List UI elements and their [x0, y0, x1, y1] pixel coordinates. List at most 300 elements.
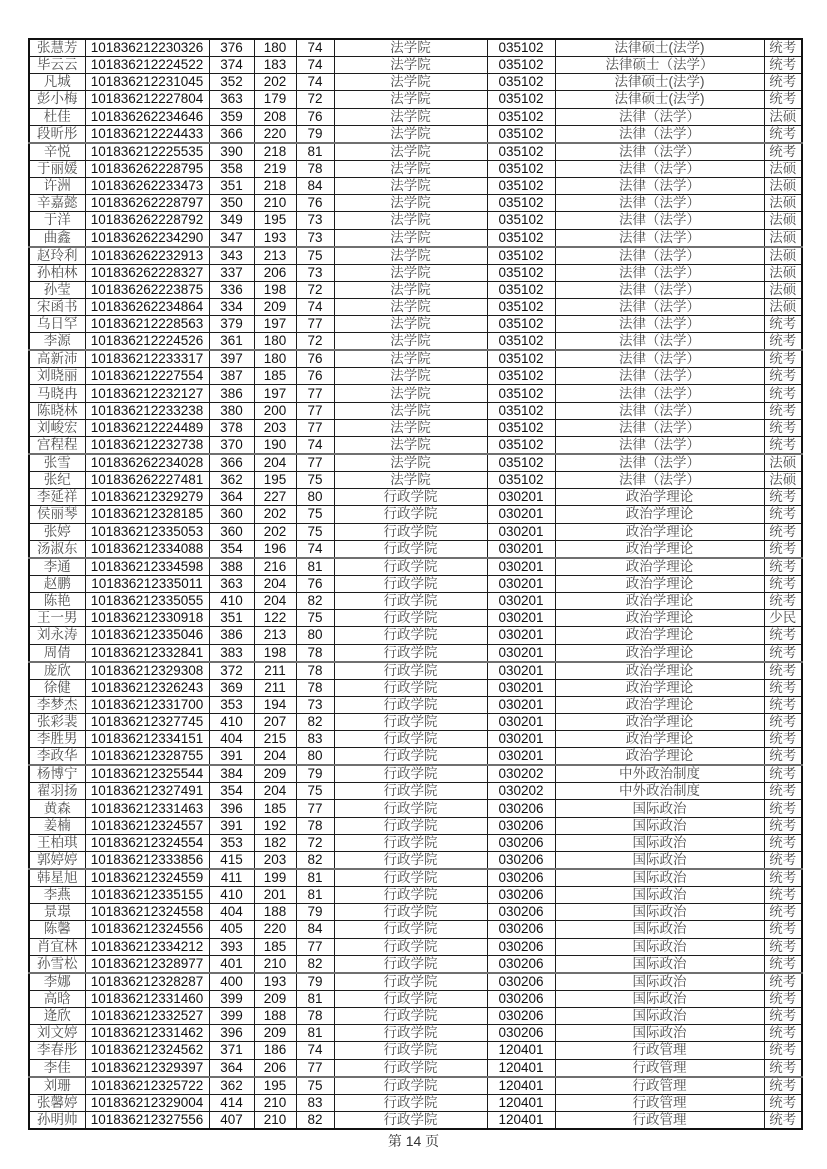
table-row	[29, 281, 802, 298]
cell-major-name: 法律（法学）	[555, 229, 764, 247]
cell-name: 张彩裴	[29, 713, 85, 730]
cell-score-3: 73	[296, 696, 334, 713]
cell-category: 统考	[764, 852, 802, 870]
table-row	[29, 57, 802, 74]
cell-score-2: 195	[254, 472, 296, 489]
cell-major-code: 120401	[487, 1094, 555, 1111]
cell-major-code: 030201	[487, 731, 555, 748]
cell-college: 行政学院	[334, 731, 487, 748]
cell-score-1: 352	[209, 74, 254, 91]
cell-candidate-no: 101836212335011	[85, 575, 209, 592]
cell-major-code: 030202	[487, 783, 555, 800]
cell-candidate-no: 101836262228797	[85, 195, 209, 212]
cell-score-2: 204	[254, 575, 296, 592]
cell-college: 法学院	[334, 195, 487, 212]
cell-college: 法学院	[334, 264, 487, 281]
cell-score-2: 206	[254, 264, 296, 281]
table-row	[29, 247, 802, 265]
cell-score-1: 415	[209, 852, 254, 870]
cell-college: 法学院	[334, 472, 487, 489]
cell-major-name: 法律（法学）	[555, 454, 764, 472]
cell-score-3: 75	[296, 506, 334, 523]
table-row	[29, 316, 802, 333]
table-row	[29, 74, 802, 91]
cell-category: 统考	[764, 368, 802, 385]
cell-college: 法学院	[334, 160, 487, 177]
cell-college: 法学院	[334, 437, 487, 455]
cell-score-1: 366	[209, 125, 254, 143]
cell-score-3: 77	[296, 316, 334, 333]
cell-major-name: 法律（法学）	[555, 419, 764, 436]
table-row	[29, 333, 802, 351]
cell-name: 黄森	[29, 800, 85, 817]
cell-score-3: 77	[296, 385, 334, 402]
cell-score-1: 370	[209, 437, 254, 455]
cell-score-1: 407	[209, 1111, 254, 1129]
cell-category: 统考	[764, 765, 802, 783]
cell-major-code: 035102	[487, 333, 555, 351]
table-row	[29, 973, 802, 991]
cell-score-3: 81	[296, 143, 334, 161]
cell-score-2: 204	[254, 592, 296, 609]
cell-score-3: 76	[296, 575, 334, 592]
cell-name: 孙柏林	[29, 264, 85, 281]
cell-major-code: 120401	[487, 1059, 555, 1077]
cell-major-name: 法律（法学）	[555, 368, 764, 385]
table-row	[29, 523, 802, 540]
table-row	[29, 1094, 802, 1111]
cell-major-code: 035102	[487, 437, 555, 455]
cell-score-3: 82	[296, 592, 334, 609]
cell-major-code: 030201	[487, 489, 555, 506]
cell-major-name: 国际政治	[555, 887, 764, 904]
cell-major-name: 法律（法学）	[555, 247, 764, 265]
cell-score-2: 186	[254, 1042, 296, 1059]
cell-name: 王柏琪	[29, 834, 85, 851]
cell-major-code: 030201	[487, 575, 555, 592]
cell-score-3: 83	[296, 731, 334, 748]
cell-college: 法学院	[334, 402, 487, 419]
cell-score-3: 81	[296, 1025, 334, 1042]
table-row	[29, 1077, 802, 1095]
cell-candidate-no: 101836212224489	[85, 419, 209, 436]
cell-score-3: 72	[296, 834, 334, 851]
cell-major-name: 行政管理	[555, 1094, 764, 1111]
cell-score-3: 76	[296, 195, 334, 212]
cell-candidate-no: 101836212325544	[85, 765, 209, 783]
cell-major-name: 法律（法学）	[555, 385, 764, 402]
cell-category: 统考	[764, 800, 802, 817]
cell-name: 李娜	[29, 973, 85, 991]
cell-major-name: 政治学理论	[555, 592, 764, 609]
cell-candidate-no: 101836212331463	[85, 800, 209, 817]
cell-score-2: 199	[254, 869, 296, 887]
table-row	[29, 160, 802, 177]
table-row	[29, 368, 802, 385]
cell-score-1: 353	[209, 834, 254, 851]
cell-score-1: 384	[209, 765, 254, 783]
cell-college: 行政学院	[334, 679, 487, 696]
cell-major-code: 035102	[487, 91, 555, 108]
cell-candidate-no: 101836212325722	[85, 1077, 209, 1095]
table-row	[29, 1025, 802, 1042]
table-row	[29, 385, 802, 402]
cell-major-code: 035102	[487, 368, 555, 385]
cell-score-1: 387	[209, 368, 254, 385]
cell-score-2: 203	[254, 419, 296, 436]
cell-major-name: 法律硕士(法学)	[555, 91, 764, 108]
cell-major-code: 035102	[487, 108, 555, 125]
cell-name: 徐健	[29, 679, 85, 696]
cell-score-1: 360	[209, 523, 254, 540]
cell-college: 行政学院	[334, 869, 487, 887]
cell-candidate-no: 101836212233317	[85, 350, 209, 368]
cell-candidate-no: 101836212230326	[85, 39, 209, 57]
cell-major-code: 035102	[487, 247, 555, 265]
cell-score-2: 204	[254, 748, 296, 766]
cell-college: 行政学院	[334, 887, 487, 904]
cell-name: 侯丽琴	[29, 506, 85, 523]
cell-college: 法学院	[334, 454, 487, 472]
cell-name: 陈艳	[29, 592, 85, 609]
cell-name: 刘珊	[29, 1077, 85, 1095]
cell-major-name: 中外政治制度	[555, 783, 764, 800]
table-row	[29, 990, 802, 1007]
cell-score-1: 347	[209, 229, 254, 247]
cell-category: 统考	[764, 489, 802, 506]
table-row	[29, 91, 802, 108]
cell-major-name: 法律（法学）	[555, 264, 764, 281]
cell-major-name: 政治学理论	[555, 696, 764, 713]
cell-college: 法学院	[334, 39, 487, 57]
cell-score-2: 211	[254, 679, 296, 696]
cell-score-2: 193	[254, 973, 296, 991]
cell-college: 行政学院	[334, 748, 487, 766]
cell-college: 行政学院	[334, 1025, 487, 1042]
cell-category: 法硕	[764, 472, 802, 489]
cell-score-1: 391	[209, 817, 254, 834]
cell-score-1: 336	[209, 281, 254, 298]
cell-score-3: 78	[296, 679, 334, 696]
cell-candidate-no: 101836212227804	[85, 91, 209, 108]
cell-major-name: 法律硕士（法学）	[555, 57, 764, 74]
cell-candidate-no: 101836262228795	[85, 160, 209, 177]
cell-score-2: 206	[254, 1059, 296, 1077]
cell-score-1: 383	[209, 644, 254, 662]
cell-score-3: 77	[296, 1059, 334, 1077]
cell-score-1: 378	[209, 419, 254, 436]
cell-major-code: 030206	[487, 800, 555, 817]
cell-major-code: 035102	[487, 39, 555, 57]
cell-candidate-no: 101836212326243	[85, 679, 209, 696]
cell-candidate-no: 101836212324559	[85, 869, 209, 887]
cell-major-name: 国际政治	[555, 955, 764, 973]
cell-score-3: 78	[296, 1007, 334, 1024]
cell-candidate-no: 101836212331462	[85, 1025, 209, 1042]
cell-score-2: 183	[254, 57, 296, 74]
cell-score-2: 208	[254, 108, 296, 125]
cell-score-3: 81	[296, 869, 334, 887]
cell-major-name: 政治学理论	[555, 540, 764, 558]
cell-category: 统考	[764, 904, 802, 921]
cell-score-2: 202	[254, 506, 296, 523]
cell-score-1: 366	[209, 454, 254, 472]
cell-name: 张纪	[29, 472, 85, 489]
cell-score-2: 202	[254, 523, 296, 540]
cell-name: 韩星旭	[29, 869, 85, 887]
cell-college: 法学院	[334, 108, 487, 125]
cell-major-code: 035102	[487, 385, 555, 402]
cell-category: 统考	[764, 39, 802, 57]
cell-major-code: 030201	[487, 679, 555, 696]
cell-score-2: 220	[254, 921, 296, 938]
cell-score-1: 353	[209, 696, 254, 713]
cell-candidate-no: 101836212328287	[85, 973, 209, 991]
cell-category: 统考	[764, 540, 802, 558]
cell-candidate-no: 101836212329004	[85, 1094, 209, 1111]
cell-score-1: 414	[209, 1094, 254, 1111]
table-row	[29, 350, 802, 368]
cell-major-code: 035102	[487, 57, 555, 74]
cell-category: 统考	[764, 74, 802, 91]
cell-name: 李通	[29, 558, 85, 576]
cell-college: 行政学院	[334, 575, 487, 592]
cell-score-2: 215	[254, 731, 296, 748]
cell-name: 马晓冉	[29, 385, 85, 402]
cell-major-name: 法律（法学）	[555, 212, 764, 229]
cell-score-3: 72	[296, 281, 334, 298]
cell-major-name: 国际政治	[555, 990, 764, 1007]
cell-college: 法学院	[334, 333, 487, 351]
cell-name: 曲鑫	[29, 229, 85, 247]
cell-major-name: 国际政治	[555, 800, 764, 817]
cell-college: 法学院	[334, 212, 487, 229]
cell-major-name: 政治学理论	[555, 558, 764, 576]
cell-category: 法硕	[764, 247, 802, 265]
cell-name: 赵鹏	[29, 575, 85, 592]
cell-name: 郭婷婷	[29, 852, 85, 870]
cell-score-3: 74	[296, 540, 334, 558]
cell-score-2: 185	[254, 368, 296, 385]
cell-score-3: 80	[296, 748, 334, 766]
cell-major-name: 国际政治	[555, 938, 764, 955]
cell-major-code: 120401	[487, 1111, 555, 1129]
cell-major-code: 030201	[487, 540, 555, 558]
table-row	[29, 454, 802, 472]
cell-category: 统考	[764, 1094, 802, 1111]
cell-score-1: 410	[209, 887, 254, 904]
cell-name: 周倩	[29, 644, 85, 662]
cell-major-code: 030201	[487, 748, 555, 766]
cell-score-1: 390	[209, 143, 254, 161]
cell-score-2: 209	[254, 298, 296, 315]
cell-major-name: 法律硕士(法学)	[555, 39, 764, 57]
cell-major-code: 030201	[487, 696, 555, 713]
table-row	[29, 108, 802, 125]
cell-score-3: 84	[296, 177, 334, 194]
cell-candidate-no: 101836212224522	[85, 57, 209, 74]
cell-major-name: 国际政治	[555, 817, 764, 834]
cell-score-3: 76	[296, 368, 334, 385]
cell-college: 法学院	[334, 247, 487, 265]
table-body	[29, 39, 802, 1129]
table-row	[29, 195, 802, 212]
cell-score-2: 188	[254, 904, 296, 921]
cell-score-2: 209	[254, 990, 296, 1007]
cell-major-code: 030206	[487, 887, 555, 904]
cell-score-2: 200	[254, 402, 296, 419]
table-row	[29, 713, 802, 730]
cell-college: 行政学院	[334, 558, 487, 576]
cell-score-2: 203	[254, 852, 296, 870]
cell-major-name: 法律（法学）	[555, 281, 764, 298]
table-row	[29, 904, 802, 921]
cell-score-3: 78	[296, 817, 334, 834]
cell-major-code: 030206	[487, 869, 555, 887]
cell-category: 少民	[764, 610, 802, 627]
cell-score-3: 74	[296, 298, 334, 315]
cell-score-1: 364	[209, 1059, 254, 1077]
cell-major-name: 行政管理	[555, 1111, 764, 1129]
table-row	[29, 765, 802, 783]
cell-score-2: 209	[254, 1025, 296, 1042]
cell-score-1: 386	[209, 627, 254, 644]
cell-score-2: 210	[254, 1094, 296, 1111]
table-row	[29, 955, 802, 973]
cell-score-1: 379	[209, 316, 254, 333]
cell-major-name: 国际政治	[555, 921, 764, 938]
cell-candidate-no: 101836262234290	[85, 229, 209, 247]
cell-college: 行政学院	[334, 1094, 487, 1111]
cell-score-3: 83	[296, 1094, 334, 1111]
cell-score-3: 77	[296, 938, 334, 955]
cell-candidate-no: 101836212329279	[85, 489, 209, 506]
cell-major-name: 法律（法学）	[555, 177, 764, 194]
cell-score-3: 77	[296, 419, 334, 436]
cell-category: 统考	[764, 834, 802, 851]
cell-category: 统考	[764, 1007, 802, 1024]
cell-college: 法学院	[334, 74, 487, 91]
cell-category: 统考	[764, 57, 802, 74]
cell-candidate-no: 101836212232738	[85, 437, 209, 455]
cell-major-code: 035102	[487, 419, 555, 436]
cell-score-1: 351	[209, 177, 254, 194]
cell-score-1: 396	[209, 1025, 254, 1042]
cell-category: 统考	[764, 523, 802, 540]
cell-major-code: 035102	[487, 74, 555, 91]
cell-major-code: 035102	[487, 298, 555, 315]
cell-score-2: 211	[254, 662, 296, 680]
cell-category: 统考	[764, 921, 802, 938]
cell-score-2: 204	[254, 783, 296, 800]
cell-category: 法硕	[764, 264, 802, 281]
cell-major-code: 030206	[487, 921, 555, 938]
cell-score-3: 77	[296, 402, 334, 419]
cell-candidate-no: 101836212332841	[85, 644, 209, 662]
cell-score-1: 380	[209, 402, 254, 419]
cell-major-code: 030206	[487, 1007, 555, 1024]
cell-major-name: 政治学理论	[555, 713, 764, 730]
cell-candidate-no: 101836212334598	[85, 558, 209, 576]
cell-major-name: 政治学理论	[555, 610, 764, 627]
cell-candidate-no: 101836212333856	[85, 852, 209, 870]
cell-score-3: 72	[296, 333, 334, 351]
cell-major-code: 030201	[487, 506, 555, 523]
table-row	[29, 1059, 802, 1077]
cell-score-3: 74	[296, 74, 334, 91]
cell-major-code: 030201	[487, 627, 555, 644]
cell-score-1: 371	[209, 1042, 254, 1059]
cell-name: 张婷	[29, 523, 85, 540]
cell-score-3: 84	[296, 921, 334, 938]
cell-score-3: 78	[296, 662, 334, 680]
cell-category: 统考	[764, 1042, 802, 1059]
cell-score-1: 354	[209, 540, 254, 558]
cell-name: 庞欣	[29, 662, 85, 680]
cell-candidate-no: 101836212232127	[85, 385, 209, 402]
table-row	[29, 887, 802, 904]
cell-college: 行政学院	[334, 523, 487, 540]
cell-score-3: 78	[296, 644, 334, 662]
cell-category: 统考	[764, 437, 802, 455]
cell-name: 刘峻宏	[29, 419, 85, 436]
cell-category: 统考	[764, 1059, 802, 1077]
cell-candidate-no: 101836212329397	[85, 1059, 209, 1077]
cell-name: 杜佳	[29, 108, 85, 125]
cell-major-code: 030201	[487, 713, 555, 730]
cell-college: 法学院	[334, 368, 487, 385]
cell-score-1: 362	[209, 1077, 254, 1095]
cell-major-name: 法律（法学）	[555, 402, 764, 419]
page-number: 第 14 页	[387, 1133, 440, 1149]
cell-score-1: 386	[209, 385, 254, 402]
cell-major-code: 035102	[487, 160, 555, 177]
cell-score-1: 404	[209, 731, 254, 748]
cell-major-name: 法律（法学）	[555, 125, 764, 143]
cell-score-2: 227	[254, 489, 296, 506]
cell-major-code: 030206	[487, 938, 555, 955]
cell-score-1: 372	[209, 662, 254, 680]
cell-category: 法硕	[764, 195, 802, 212]
cell-major-name: 法律（法学）	[555, 298, 764, 315]
cell-score-3: 75	[296, 247, 334, 265]
table-row	[29, 1111, 802, 1129]
cell-score-1: 364	[209, 489, 254, 506]
cell-major-code: 035102	[487, 281, 555, 298]
cell-score-2: 204	[254, 454, 296, 472]
table-row	[29, 1042, 802, 1059]
cell-college: 法学院	[334, 177, 487, 194]
cell-score-1: 354	[209, 783, 254, 800]
table-row	[29, 177, 802, 194]
cell-name: 李政华	[29, 748, 85, 766]
cell-college: 行政学院	[334, 644, 487, 662]
cell-college: 法学院	[334, 143, 487, 161]
cell-score-1: 361	[209, 333, 254, 351]
cell-score-1: 359	[209, 108, 254, 125]
cell-candidate-no: 101836212327745	[85, 713, 209, 730]
cell-score-2: 218	[254, 177, 296, 194]
cell-candidate-no: 101836212324554	[85, 834, 209, 851]
cell-college: 行政学院	[334, 783, 487, 800]
cell-score-1: 404	[209, 904, 254, 921]
cell-score-1: 399	[209, 990, 254, 1007]
cell-score-2: 192	[254, 817, 296, 834]
cell-candidate-no: 101836212324562	[85, 1042, 209, 1059]
cell-major-code: 035102	[487, 229, 555, 247]
cell-score-2: 190	[254, 437, 296, 455]
cell-score-3: 76	[296, 350, 334, 368]
